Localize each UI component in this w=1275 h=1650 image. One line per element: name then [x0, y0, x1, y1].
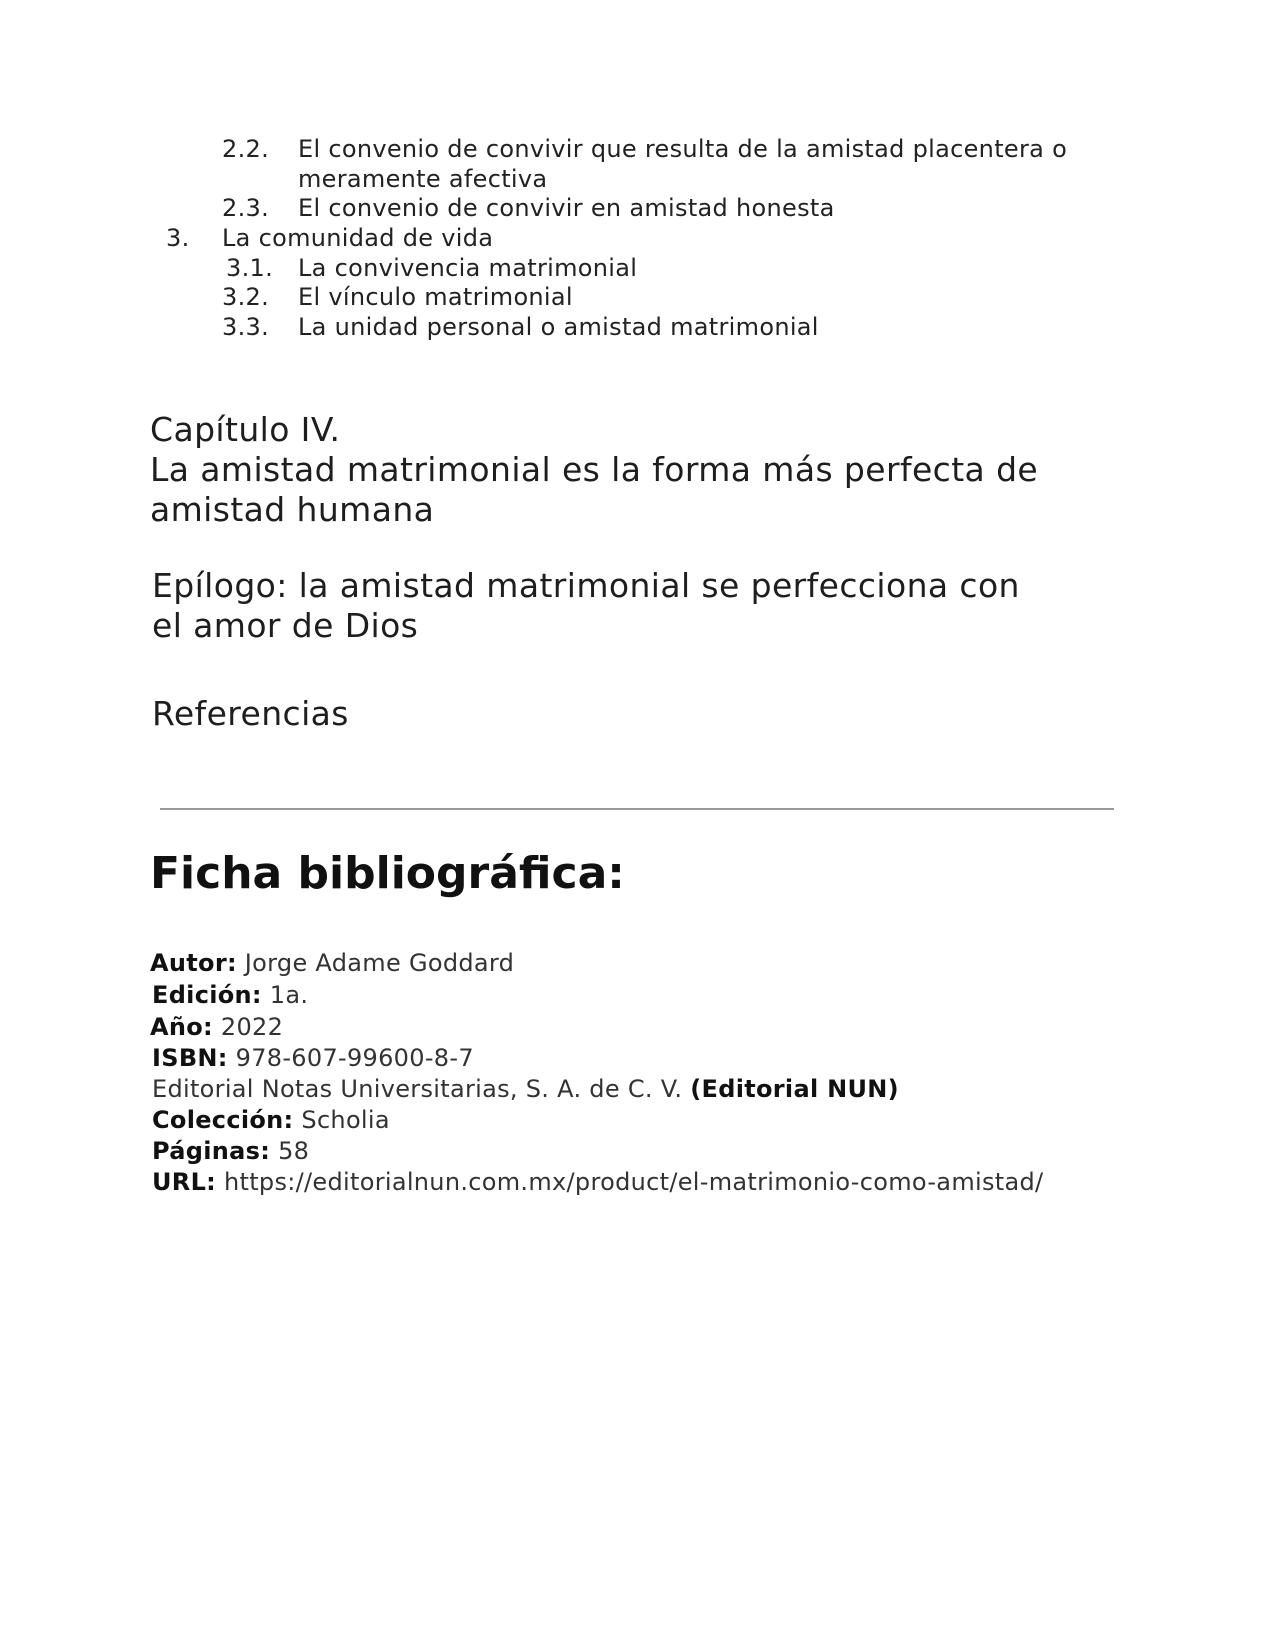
- toc-entry-text: El convenio de convivir en amistad honesta: [298, 194, 835, 222]
- meta-value: 978-607-99600-8-7: [235, 1044, 474, 1072]
- meta-label: Año:: [150, 1013, 213, 1041]
- toc-number: 3.2.: [222, 283, 269, 311]
- meta-label: Páginas:: [152, 1137, 271, 1165]
- meta-label: Edición:: [152, 981, 262, 1009]
- chapter-title: La amistad matrimonial es la forma más perfecta de amistad humana: [150, 450, 1039, 529]
- meta-value: 58: [278, 1137, 310, 1165]
- meta-anio: [150, 1012, 283, 1043]
- meta-isbn: [152, 1043, 474, 1074]
- toc-number: 3.: [166, 224, 190, 252]
- meta-label: Autor:: [150, 949, 237, 977]
- meta-label: URL:: [152, 1168, 217, 1196]
- ficha-title: Ficha bibliográfica:: [150, 848, 625, 899]
- meta-autor: [150, 948, 514, 979]
- references-title: Referencias: [152, 694, 349, 733]
- meta-url: [152, 1167, 1043, 1198]
- toc-number: 2.2.: [222, 135, 269, 163]
- meta-value: 1a.: [269, 981, 309, 1009]
- meta-value: Editorial Notas Universitarias, S. A. de C. V.: [152, 1075, 683, 1103]
- epilogue-title: Epílogo: la amistad matrimonial se perfecciona con el amor de Dios: [152, 566, 1020, 645]
- toc-entry-text: El vínculo matrimonial: [298, 283, 573, 311]
- meta-value: Scholia: [301, 1106, 390, 1134]
- meta-value: Jorge Adame Goddard: [244, 949, 515, 977]
- toc-entry-text: El convenio de convivir que resulta de la amistad placentera o meramente afectiva: [298, 135, 1068, 193]
- toc-entry-text: La unidad personal o amistad matrimonial: [298, 313, 819, 341]
- toc-number: 3.3.: [222, 313, 269, 341]
- toc-entry-text: La convivencia matrimonial: [298, 254, 638, 282]
- meta-edicion: [152, 980, 308, 1011]
- meta-editorial: [152, 1074, 899, 1105]
- meta-paginas: [152, 1136, 309, 1167]
- meta-label: ISBN:: [152, 1044, 228, 1072]
- toc-number: 2.3.: [222, 194, 269, 222]
- url-link[interactable]: https://editorialnun.com.mx/product/el-matrimonio-como-amistad/: [224, 1168, 1044, 1196]
- meta-value: 2022: [220, 1013, 284, 1041]
- section-divider: [160, 808, 1114, 810]
- meta-label: Colección:: [152, 1106, 294, 1134]
- chapter-label: Capítulo IV.: [150, 410, 341, 449]
- meta-coleccion: [152, 1105, 390, 1136]
- toc-number: 3.1.: [226, 254, 273, 282]
- meta-label: (Editorial NUN): [690, 1075, 899, 1103]
- toc-entry-text: La comunidad de vida: [222, 224, 494, 252]
